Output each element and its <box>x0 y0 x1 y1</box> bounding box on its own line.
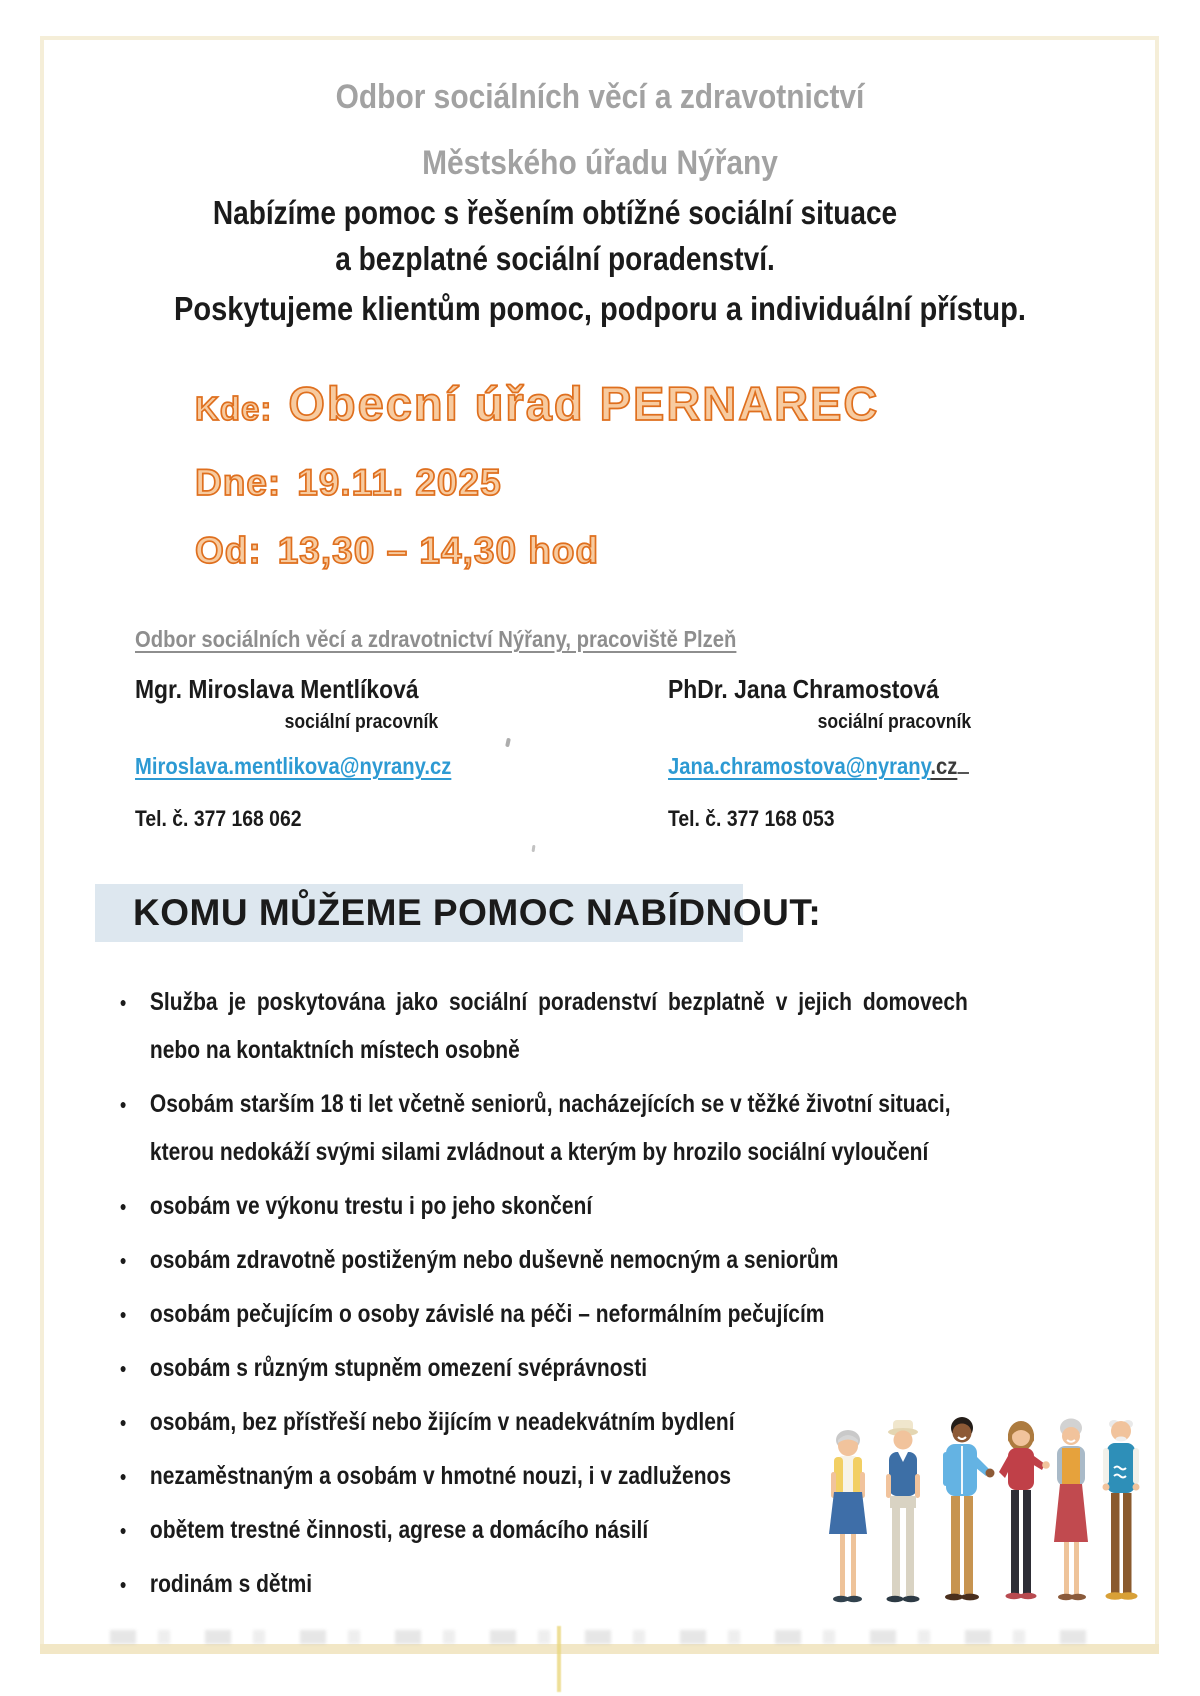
offer-heading-band <box>95 884 822 942</box>
list-item <box>118 1236 1034 1284</box>
email-text-main[interactable]: Jana.chramostova@nyrany <box>668 753 931 779</box>
people-illustration <box>815 1412 1150 1617</box>
bullet-line: ● osobám ve výkonu trestu i po jeho skončení <box>149 1192 593 1220</box>
bullet-line: nebo na kontaktních místech osobně <box>149 1036 520 1064</box>
office-subheading: Odbor sociálních věcí a zdravotnictví Nýřany, pracoviště Plzeň <box>135 626 737 652</box>
email-text-suffix[interactable]: .cz <box>930 753 958 779</box>
event-time-row <box>195 530 599 572</box>
email-underline-trail <box>957 770 968 774</box>
offer-heading: KOMU MŮŽEME POMOC NABÍDNOUT: <box>133 892 822 933</box>
bullet-line: ● obětem trestné činnosti, agrese a domácího násilí <box>149 1516 649 1544</box>
page-edge-right <box>1155 36 1159 1652</box>
scan-speck <box>532 845 536 852</box>
intro-text <box>119 190 991 282</box>
email-text[interactable]: Miroslava.mentlikova@nyrany.cz <box>135 753 452 779</box>
department-header <box>109 64 1091 196</box>
contact-role: sociální pracovník <box>817 711 972 733</box>
contact-card-left <box>135 674 505 832</box>
scan-smudge-artifact <box>110 1630 1090 1644</box>
contact-phone: Tel. č. 377 168 053 <box>668 806 835 831</box>
where-value: Obecní úřad PERNAREC <box>288 377 880 430</box>
event-where-row <box>195 376 879 431</box>
intro-line1: Nabízíme pomoc s řešením obtížné sociální situace <box>212 194 898 231</box>
intro-line2: a bezplatné sociální poradenství. <box>335 240 775 277</box>
bullet-line: kterou nedokáží svými silami zvládnout a kterým by hrozilo sociální vyloučení <box>149 1138 929 1166</box>
page-edge-top <box>40 36 1159 40</box>
bullet-line: ● rodinám s dětmi <box>149 1570 313 1598</box>
where-label: Kde: <box>195 390 273 427</box>
bullet-line: ● Služba je poskytována jako sociální poradenství bezplatně v jejich domovech <box>149 988 968 1016</box>
contact-name: Mgr. Miroslava Mentlíková <box>135 674 419 704</box>
page-edge-bottom <box>40 1644 1159 1654</box>
date-value: 19.11. 2025 <box>297 462 502 503</box>
contact-card-right <box>668 674 1038 832</box>
intro-line3: Poskytujeme klientům pomoc, podporu a individuální přístup. <box>174 290 1026 327</box>
contact-phone: Tel. č. 377 168 062 <box>135 806 302 831</box>
bullet-line: ● nezaměstnaným a osobám v hmotné nouzi, i v zadluženos <box>149 1462 732 1490</box>
scan-speck <box>505 738 511 748</box>
list-item <box>118 1080 1034 1176</box>
contact-email-link[interactable] <box>668 752 1038 780</box>
bullet-line: ● osobám zdravotně postiženým nebo duševně nemocným a seniorům <box>149 1246 839 1274</box>
event-date-row <box>195 462 502 504</box>
page-edge-left <box>40 36 44 1652</box>
contact-role: sociální pracovník <box>284 711 439 733</box>
department-line1: Odbor sociálních věcí a zdravotnictví <box>335 78 865 116</box>
scan-yellow-streak <box>557 1626 561 1692</box>
contact-email-link[interactable] <box>135 752 505 780</box>
list-item <box>118 978 1034 1074</box>
bullet-line: ● osobám, bez přístřeší nebo žijícím v neadekvátním bydlení <box>149 1408 735 1436</box>
bullet-line: ● osobám s různým stupněm omezení svéprávnosti <box>149 1354 648 1382</box>
date-label: Dne: <box>195 462 282 503</box>
department-line2: Městského úřadu Nýřany <box>422 144 778 182</box>
bullet-line: ● osobám pečujícím o osoby závislé na péči – neformálním pečujícím <box>149 1300 825 1328</box>
time-label: Od: <box>195 530 262 571</box>
list-item <box>118 1290 1034 1338</box>
bullet-line: ● Osobám starším 18 ti let včetně seniorů, nacházejících se v těžké životní situaci, <box>149 1090 951 1118</box>
time-value: 13,30 – 14,30 hod <box>277 530 600 571</box>
contact-name: PhDr. Jana Chramostová <box>668 674 939 704</box>
list-item <box>118 1344 1034 1392</box>
list-item <box>118 1182 1034 1230</box>
